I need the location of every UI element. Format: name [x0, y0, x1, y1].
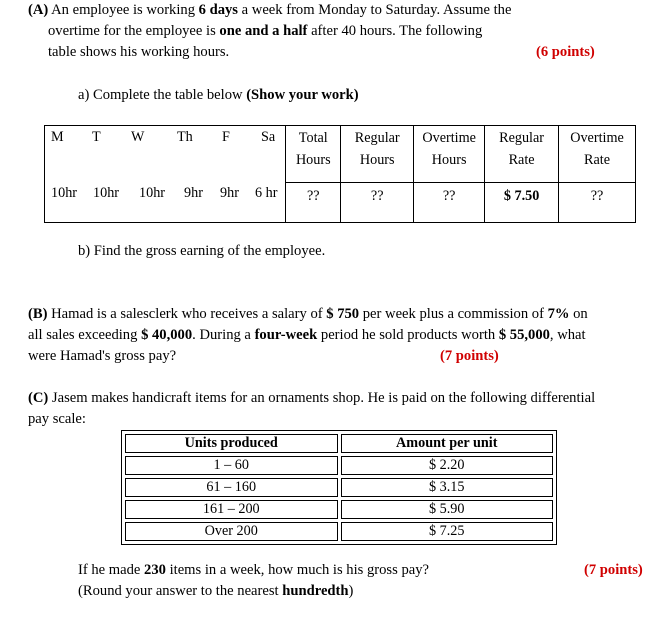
amount-cell: $ 7.25: [341, 522, 554, 541]
units-cell: 1 – 60: [125, 456, 338, 475]
header-units-produced: Units produced: [125, 434, 338, 453]
table-row: [125, 478, 553, 497]
hours-value: 10hr: [93, 185, 120, 201]
part-a-line-2: overtime for the employee is one and a half after 40 hours. The following: [48, 23, 483, 39]
day-label: Sa: [261, 129, 276, 145]
days-cell: [45, 126, 286, 223]
day-label: Th: [177, 129, 193, 145]
amount-cell: $ 2.20: [341, 456, 554, 475]
value-regular-hours: ??: [341, 183, 414, 223]
part-a-line-1: (A) An employee is working 6 days a week from Monday to Saturday. Assume the: [28, 2, 512, 18]
part-c-points: (7 points): [584, 562, 643, 578]
day-label: T: [92, 129, 101, 145]
table-row: [125, 456, 553, 475]
table-row: [125, 522, 553, 541]
amount-cell: $ 3.15: [341, 478, 554, 497]
hours-value: 6 hr: [255, 185, 278, 201]
day-label: F: [222, 129, 230, 145]
header-overtime-rate: Overtime Rate: [559, 126, 636, 183]
question-b: b) Find the gross earning of the employee.: [78, 243, 326, 259]
part-c-line-2: pay scale:: [28, 411, 86, 427]
part-b-points: (7 points): [440, 348, 499, 364]
pay-scale-table: [121, 430, 557, 545]
value-regular-rate: $ 7.50: [485, 183, 559, 223]
units-cell: Over 200: [125, 522, 338, 541]
hours-value: 10hr: [139, 185, 166, 201]
day-label: W: [131, 129, 145, 145]
units-cell: 161 – 200: [125, 500, 338, 519]
part-b-line-2: all sales exceeding $ 40,000. During a four-week period he sold products worth $ 55,000, what: [28, 327, 586, 343]
question-c-1: If he made 230 items in a week, how much is his gross pay?: [78, 562, 429, 578]
hours-value: 9hr: [220, 185, 239, 201]
amount-cell: $ 5.90: [341, 500, 554, 519]
question-c-2: (Round your answer to the nearest hundredth): [78, 583, 354, 599]
working-hours-table: [44, 125, 636, 223]
header-regular-rate: Regular Rate: [485, 126, 559, 183]
value-overtime-rate: ??: [559, 183, 636, 223]
header-overtime-hours: Overtime Hours: [414, 126, 485, 183]
part-a-line-3: table shows his working hours.: [48, 44, 230, 60]
hours-value: 10hr: [51, 185, 78, 201]
value-total-hours: ??: [286, 183, 341, 223]
units-cell: 61 – 160: [125, 478, 338, 497]
header-amount-per-unit: Amount per unit: [341, 434, 554, 453]
hours-value: 9hr: [184, 185, 203, 201]
part-c-line-1: (C) Jasem makes handicraft items for an ornaments shop. He is paid on the following differential: [28, 390, 596, 406]
part-b-line-1: (B) Hamad is a salesclerk who receives a salary of $ 750 per week plus a commission of 7% on: [28, 306, 588, 322]
part-b-line-3: were Hamad's gross pay?: [28, 348, 177, 364]
day-label: M: [51, 129, 64, 145]
part-a-points: (6 points): [536, 44, 595, 60]
table-row: [125, 500, 553, 519]
header-regular-hours: Regular Hours: [341, 126, 414, 183]
question-a: a) Complete the table below (Show your work): [78, 87, 359, 103]
value-overtime-hours: ??: [414, 183, 485, 223]
header-total-hours: Total Hours: [286, 126, 341, 183]
